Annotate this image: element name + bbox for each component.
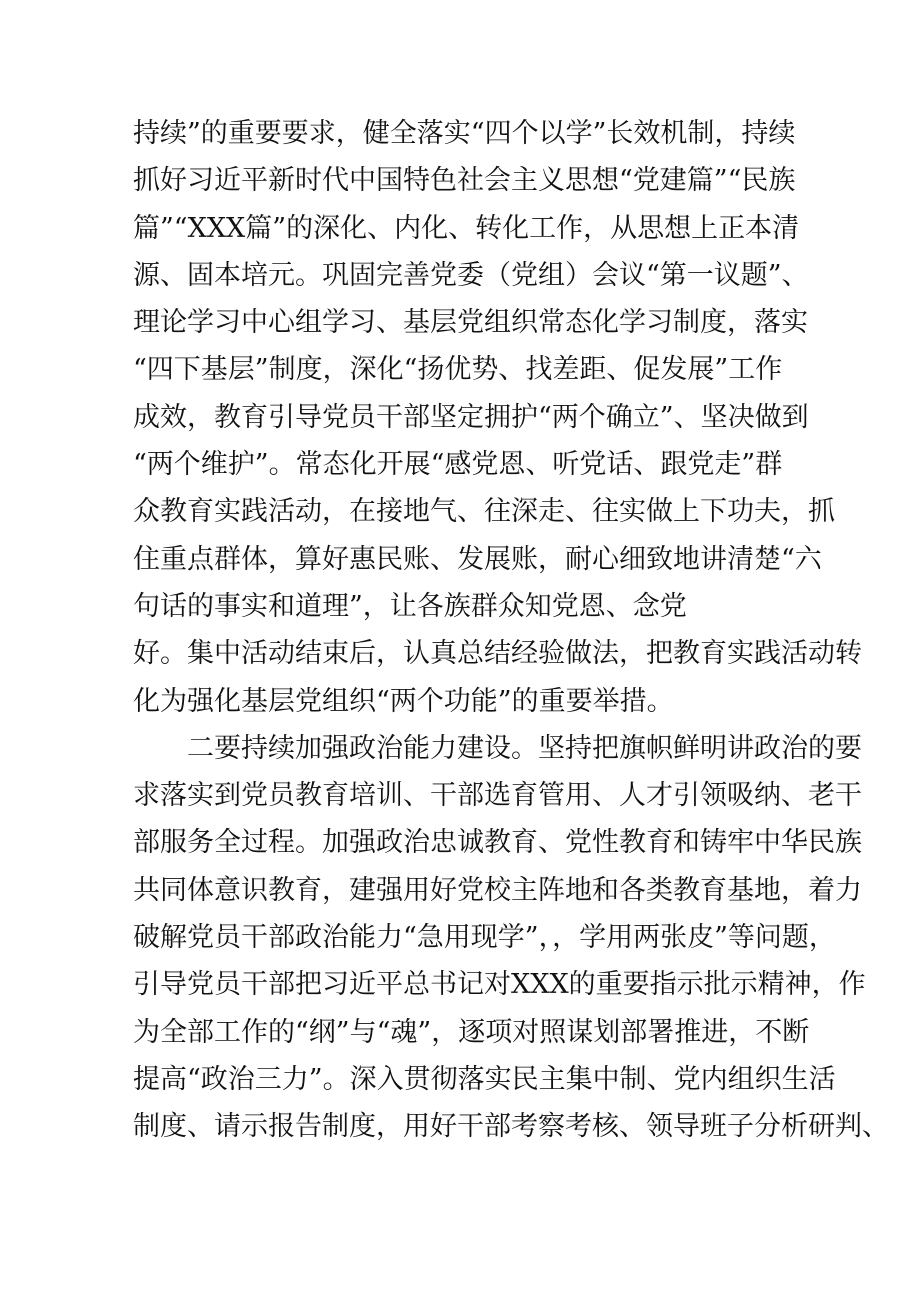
text-line: 持续”的重要要求，健全落实“四个以学”长效机制，持续: [133, 118, 796, 149]
text-line: “四下基层”制度，深化“扬优势、找差距、促发展”工作: [133, 354, 783, 386]
body-text: [133, 110, 889, 1151]
text-line: 源、固本培元。巩固完善党委（党组）会议“第一议题”、: [133, 259, 809, 291]
text-line: 部服务全过程。加强政治忠诚教育、党性教育和铸牢中华民族: [133, 827, 862, 859]
text-line: 篇”“XXX篇”的深化、内化、转化工作，从思想上正本清: [133, 212, 800, 244]
text-line: 住重点群体，算好惠民账、发展账，耐心细致地讲清楚“六: [133, 543, 822, 575]
text-line: 成效，教育引导党员干部坚定拥护“两个确立”、坚决做到: [133, 401, 809, 433]
text-line: 为全部工作的“纲”与“魂”，逐项对照谋划部署推进，不断: [133, 1016, 810, 1048]
text-line: “两个维护”。常态化开展“感党恩、听党话、跟党走”群: [133, 449, 783, 481]
text-line: 抓好习近平新时代中国特色社会主义思想“党建篇”“民族: [133, 165, 796, 197]
text-line: 共同体意识教育，建强用好党校主阵地和各类教育基地，着力: [133, 874, 862, 906]
text-line: 制度、请示报告制度，用好干部考察考核、领导班子分析研判、: [133, 1111, 889, 1143]
text-line: 众教育实践活动，在接地气、往深走、往实做上下功夫，抓: [133, 496, 835, 528]
text-line: 句话的事实和道理”，让各族群众知党恩、念党: [133, 590, 687, 622]
text-line: 破解党员干部政治能力“急用现学”，，学用两张皮”等问题，: [133, 922, 836, 954]
paragraph-first-line: 二要持续加强政治能力建设。坚持把旗帜鲜明讲政治的要: [187, 732, 862, 764]
text-line: 求落实到党员教育培训、干部选育管用、人才引领吸纳、老干: [133, 780, 862, 812]
text-line: 提高“政治三力”。深入贯彻落实民主集中制、党内组织生活: [133, 1063, 836, 1095]
text-line: 好。集中活动结束后，认真总结经验做法，把教育实践活动转: [133, 638, 862, 670]
text-line: 引导党员干部把习近平总书记对XXX的重要指示批示精神，作: [133, 969, 866, 1001]
text-line: 理论学习中心组学习、基层党组织常态化学习制度，落实: [133, 307, 808, 339]
text-line: 化为强化基层党组织“两个功能”的重要举措。: [133, 685, 674, 717]
